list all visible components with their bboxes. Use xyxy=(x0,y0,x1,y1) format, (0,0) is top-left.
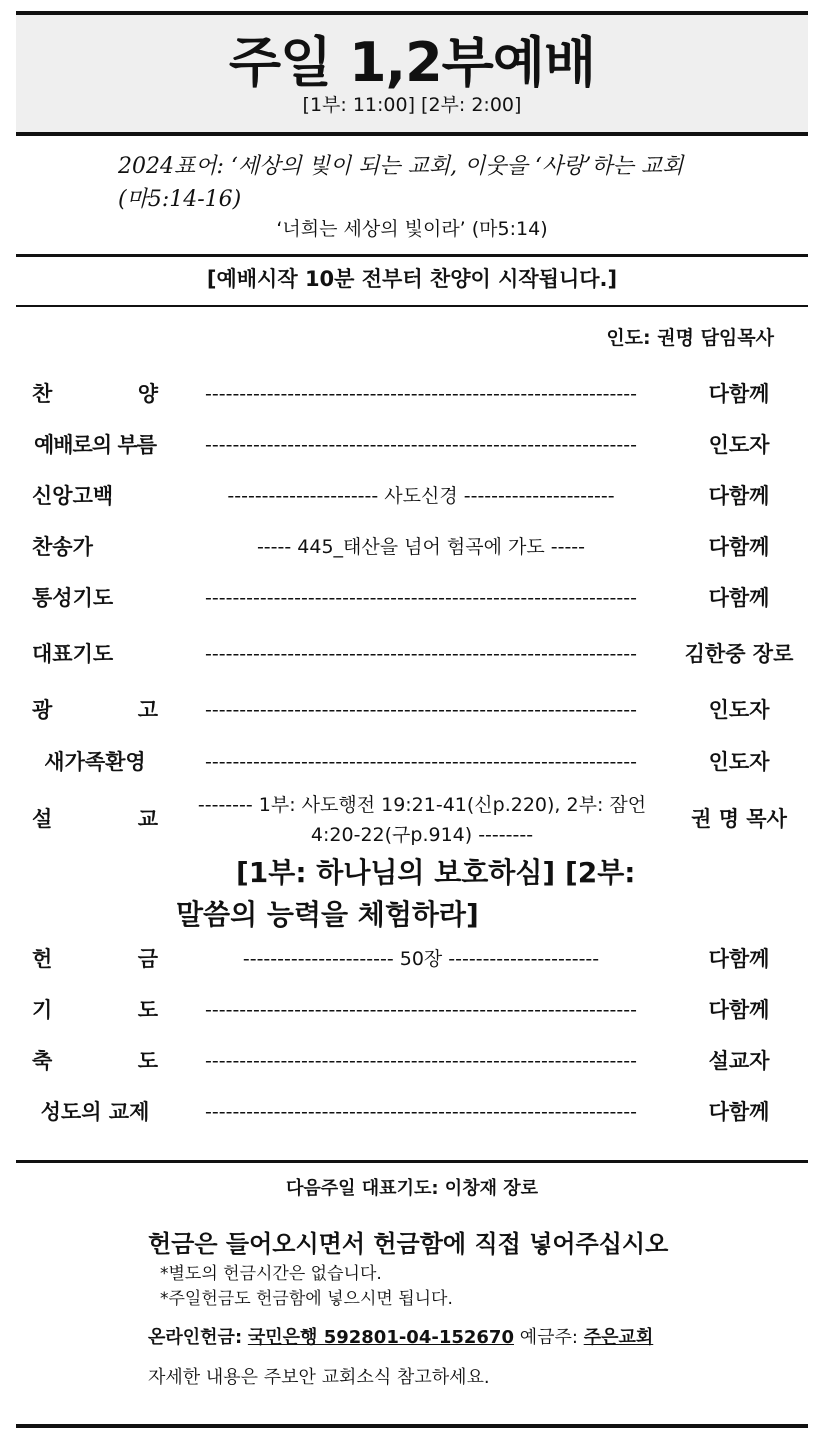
order-participant: 다함께 xyxy=(708,998,770,1022)
order-row-fellowship xyxy=(0,1092,824,1132)
page-title: 주일 1,2부예배 xyxy=(228,31,596,94)
order-row-representative-prayer xyxy=(0,634,824,674)
order-row-praise xyxy=(0,374,824,414)
order-participant: 인도자 xyxy=(708,698,770,722)
order-participant: 인도자 xyxy=(708,433,770,457)
order-detail: ---------------------- 50장 ---------------------- xyxy=(242,948,600,970)
order-detail: ----- 445_태산을 넘어 험곡에 가도 ----- xyxy=(256,536,586,558)
account-holder-label: 예금주: xyxy=(519,1327,578,1348)
order-detail: --------------------------------------------------------------- xyxy=(205,434,637,456)
order-participant: 권 명 목사 xyxy=(691,807,787,831)
sermon-title: [1부: 하나님의 보호하심] [2부: 말씀의 능력을 체험하라] xyxy=(176,856,636,931)
order-detail: --------------------------------------------------------------- xyxy=(205,587,637,609)
order-label: 신앙고백 xyxy=(32,484,114,508)
order-row-creed xyxy=(0,476,824,516)
sermon-scripture: -------- 1부: 사도행전 19:21-41(신p.220), 2부: 잠언 4:20-22(구p.914) -------- xyxy=(197,794,647,846)
bottom-rule xyxy=(16,1424,808,1428)
header-box xyxy=(16,15,808,133)
order-detail: --------------------------------------------------------------- xyxy=(205,643,637,665)
online-offering-label: 온라인헌금: xyxy=(148,1327,243,1348)
order-label: 설 교 xyxy=(32,807,158,831)
order-row-newcomer-welcome xyxy=(0,742,824,782)
details-note: 자세한 내용은 주보안 교회소식 참고하세요. xyxy=(148,1367,490,1388)
order-row-prayer xyxy=(0,990,824,1030)
order-row-hymn xyxy=(0,527,824,567)
offering-note-2: *주일헌금도 헌금함에 넣으시면 됩니다. xyxy=(160,1289,453,1309)
order-detail: --------------------------------------------------------------- xyxy=(205,751,637,773)
order-label: 광 고 xyxy=(32,698,158,722)
divider xyxy=(16,1160,808,1163)
order-row-call-to-worship xyxy=(0,425,824,465)
order-label: 성도의 교제 xyxy=(40,1100,150,1124)
account-holder: 주은교회 xyxy=(583,1327,654,1348)
order-detail: --------------------------------------------------------------- xyxy=(205,699,637,721)
order-participant: 김한중 장로 xyxy=(684,642,794,666)
order-participant: 인도자 xyxy=(708,750,770,774)
worship-leader: 인도: 권명 담임목사 xyxy=(606,327,774,349)
order-label: 찬 양 xyxy=(32,382,158,406)
header-bottom-rule xyxy=(16,132,808,136)
order-participant: 다함께 xyxy=(708,535,770,559)
bank-account: 국민은행 592801-04-152670 xyxy=(247,1327,514,1348)
order-label: 헌 금 xyxy=(32,947,158,971)
offering-note-1: *별도의 헌금시간은 없습니다. xyxy=(160,1264,382,1284)
order-participant: 다함께 xyxy=(708,1100,770,1124)
divider xyxy=(16,305,808,307)
order-label: 축 도 xyxy=(32,1049,158,1073)
order-label: 새가족환영 xyxy=(44,750,146,774)
next-week-prayer: 다음주일 대표기도: 이창재 장로 xyxy=(285,1178,539,1199)
order-row-benediction xyxy=(0,1041,824,1081)
order-participant: 다함께 xyxy=(708,586,770,610)
order-label: 기 도 xyxy=(32,998,158,1022)
order-label: 대표기도 xyxy=(32,642,114,666)
motto-line-2: (마5:14-16) xyxy=(118,187,242,212)
order-row-announcements xyxy=(0,690,824,730)
order-row-unison-prayer xyxy=(0,578,824,618)
divider xyxy=(16,254,808,257)
order-participant: 다함께 xyxy=(708,382,770,406)
order-participant: 다함께 xyxy=(708,947,770,971)
order-participant: 설교자 xyxy=(708,1049,770,1073)
order-participant: 다함께 xyxy=(708,484,770,508)
motto-verse: ‘너희는 세상의 빛이라’ (마5:14) xyxy=(276,218,548,240)
yearly-motto xyxy=(118,150,758,216)
service-times: [1부: 11:00] [2부: 2:00] xyxy=(302,94,522,116)
order-detail: ---------------------- 사도신경 ---------------------- xyxy=(227,485,615,507)
order-row-offering xyxy=(0,939,824,979)
worship-notice: [예배시작 10분 전부터 찬양이 시작됩니다.] xyxy=(206,267,618,291)
order-detail: --------------------------------------------------------------- xyxy=(205,999,637,1021)
order-label: 찬송가 xyxy=(32,535,93,559)
online-offering xyxy=(148,1324,653,1352)
motto-line-1: 2024표어: ‘세상의 빛이 되는 교회, 이웃을 ‘사랑’하는 교회 xyxy=(118,154,684,179)
order-label: 통성기도 xyxy=(32,586,114,610)
order-label: 예배로의 부름 xyxy=(33,433,157,457)
order-detail: --------------------------------------------------------------- xyxy=(205,1101,637,1123)
order-detail: --------------------------------------------------------------- xyxy=(205,383,637,405)
order-detail: --------------------------------------------------------------- xyxy=(205,1050,637,1072)
offering-instruction: 헌금은 들어오시면서 헌금함에 직접 넣어주십시오 xyxy=(148,1230,669,1258)
